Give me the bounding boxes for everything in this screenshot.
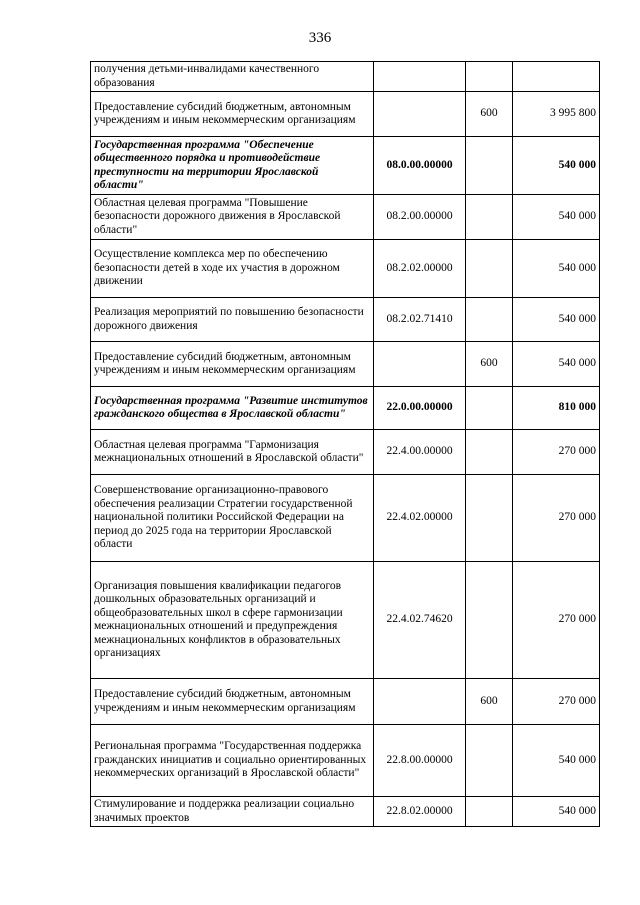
row-name: Областная целевая программа "Гармонизация межнациональных отношений в Ярославской области" — [91, 430, 374, 475]
page-number: 336 — [308, 30, 332, 46]
row-code — [374, 679, 466, 725]
row-amount: 270 000 — [513, 430, 600, 475]
row-name: получения детьми-инвалидами качественного образования — [91, 62, 374, 92]
row-amount: 540 000 — [513, 725, 600, 797]
table-row — [91, 298, 600, 342]
row-name: Государственная программа "Обеспечение общественного порядка и противодействие преступности на территории Ярославской области" — [91, 137, 374, 195]
row-expense-type — [466, 387, 513, 430]
row-name: Предоставление субсидий бюджетным, автономным учреждениям и иным некоммерческим организациям — [91, 342, 374, 387]
table-row-program — [91, 387, 600, 430]
budget-table — [90, 61, 600, 827]
row-name: Региональная программа "Государственная поддержка гражданских инициатив и социально ориентированных некоммерческих организаций в Ярославской области" — [91, 725, 374, 797]
row-code: 22.8.00.00000 — [374, 725, 466, 797]
row-expense-type — [466, 240, 513, 298]
row-amount: 540 000 — [513, 342, 600, 387]
table-row — [91, 342, 600, 387]
row-expense-type — [466, 298, 513, 342]
row-code: 22.4.02.00000 — [374, 475, 466, 562]
row-amount: 3 995 800 — [513, 92, 600, 137]
table-row — [91, 92, 600, 137]
row-amount: 540 000 — [513, 137, 600, 195]
table-row — [91, 797, 600, 827]
row-expense-type — [466, 797, 513, 827]
row-amount: 540 000 — [513, 298, 600, 342]
row-expense-type — [466, 430, 513, 475]
row-name: Областная целевая программа "Повышение безопасности дорожного движения в Ярославской области" — [91, 195, 374, 240]
table-row-program — [91, 137, 600, 195]
row-expense-type — [466, 725, 513, 797]
table-row — [91, 475, 600, 562]
row-name: Организация повышения квалификации педагогов дошкольных образовательных организаций и общеобразовательных школ в сфере гармонизации межнациональных отношений и предупреждения межнациональных конфликтов в образовательных организациях — [91, 562, 374, 679]
row-expense-type: 600 — [466, 92, 513, 137]
row-amount — [513, 62, 600, 92]
row-name: Осуществление комплекса мер по обеспечению безопасности детей в ходе их участия в дорожном движении — [91, 240, 374, 298]
row-name: Государственная программа "Развитие институтов гражданского общества в Ярославской области" — [91, 387, 374, 430]
row-code: 22.0.00.00000 — [374, 387, 466, 430]
table-row — [91, 725, 600, 797]
row-code — [374, 62, 466, 92]
row-expense-type: 600 — [466, 679, 513, 725]
row-expense-type — [466, 475, 513, 562]
row-name: Предоставление субсидий бюджетным, автономным учреждениям и иным некоммерческим организациям — [91, 679, 374, 725]
row-amount: 540 000 — [513, 240, 600, 298]
table-row — [91, 240, 600, 298]
row-code — [374, 92, 466, 137]
row-code: 22.4.02.74620 — [374, 562, 466, 679]
row-expense-type — [466, 137, 513, 195]
table-row — [91, 430, 600, 475]
row-code: 22.4.00.00000 — [374, 430, 466, 475]
row-name: Реализация мероприятий по повышению безопасности дорожного движения — [91, 298, 374, 342]
table-row — [91, 562, 600, 679]
row-name: Предоставление субсидий бюджетным, автономным учреждениям и иным некоммерческим организациям — [91, 92, 374, 137]
row-amount: 810 000 — [513, 387, 600, 430]
row-code: 08.2.02.71410 — [374, 298, 466, 342]
row-expense-type — [466, 195, 513, 240]
table-row — [91, 679, 600, 725]
row-amount: 540 000 — [513, 195, 600, 240]
row-code: 08.0.00.00000 — [374, 137, 466, 195]
row-code: 08.2.02.00000 — [374, 240, 466, 298]
row-amount: 270 000 — [513, 562, 600, 679]
row-amount: 270 000 — [513, 679, 600, 725]
row-code: 08.2.00.00000 — [374, 195, 466, 240]
row-code — [374, 342, 466, 387]
table-row — [91, 62, 600, 92]
row-amount: 270 000 — [513, 475, 600, 562]
row-name: Совершенствование организационно-правового обеспечения реализации Стратегии государственной национальной политики Российской Федерации на период до 2025 года на территории Ярославской области — [91, 475, 374, 562]
row-expense-type — [466, 62, 513, 92]
table-row — [91, 195, 600, 240]
budget-table-body — [91, 62, 600, 827]
row-expense-type — [466, 562, 513, 679]
row-expense-type: 600 — [466, 342, 513, 387]
row-amount: 540 000 — [513, 797, 600, 827]
row-name: Стимулирование и поддержка реализации социально значимых проектов — [91, 797, 374, 827]
row-code: 22.8.02.00000 — [374, 797, 466, 827]
